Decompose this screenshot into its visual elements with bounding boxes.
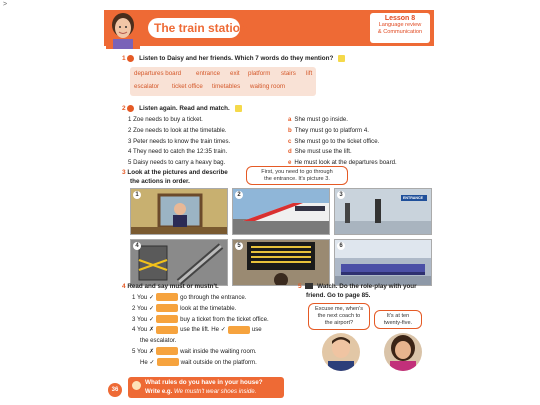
answer-blank[interactable] xyxy=(156,293,178,301)
match-letter: c xyxy=(288,137,292,145)
ex2-sentence: 4 They need to catch the 12:35 train. xyxy=(128,148,228,156)
ex4-line xyxy=(132,315,269,326)
ex2-answer: She must use the lift. xyxy=(294,148,352,156)
boy-avatar xyxy=(322,333,360,371)
ex4-line-end: go through the entrance. xyxy=(180,294,247,301)
textbook-page xyxy=(104,10,434,405)
ex4-line xyxy=(132,304,269,315)
ex4-number: 4 xyxy=(122,283,126,290)
ex3-instruction-line1: Look at the pictures and describe xyxy=(127,169,228,176)
ex2-sentence: 2 Zoe needs to look at the timetable. xyxy=(128,126,227,134)
ex3-bubble-line1: First, you need to go through xyxy=(261,169,333,175)
page-title: The train station xyxy=(154,21,248,35)
ex5-instruction-line2: friend. Go to page 85. xyxy=(306,292,371,299)
match-letter: a xyxy=(288,116,292,123)
picture-3 xyxy=(334,188,432,235)
house-icon xyxy=(132,381,141,390)
ex5-number: 5 xyxy=(298,283,302,290)
ex1-heading xyxy=(122,55,345,62)
match-letter: e xyxy=(288,159,292,167)
ex5-heading xyxy=(298,283,417,290)
word-item: ticket office xyxy=(172,83,203,90)
picture-2 xyxy=(232,188,330,235)
boy-bubble-line: Excuse me, when's xyxy=(314,306,363,312)
ex4-line-start: 2 You ✓ xyxy=(132,304,155,312)
word-item: platform xyxy=(248,70,271,77)
answer-blank[interactable] xyxy=(156,326,178,334)
ex4-line xyxy=(132,325,269,336)
ex4-line-start: 4 You ✗ xyxy=(132,326,155,334)
ex3-number: 3 xyxy=(122,169,126,176)
ex4-line xyxy=(132,336,269,347)
match-letter: b xyxy=(288,126,292,134)
ex3-bubble-line2: the entrance. It's picture 3. xyxy=(264,176,330,182)
page-header xyxy=(104,10,434,46)
girl-avatar-image xyxy=(106,11,140,49)
ex4-line-end: buy a ticket from the ticket office. xyxy=(180,315,269,323)
train-illustration xyxy=(233,189,329,234)
picture-number: 3 xyxy=(337,191,345,199)
video-camera-icon xyxy=(305,283,313,289)
house-rules-box xyxy=(128,377,284,398)
ex4-line-end: look at the timetable. xyxy=(180,304,237,312)
boy-speech-bubble xyxy=(308,303,370,330)
ex4-line-end: the escalator. xyxy=(140,337,177,345)
ex2-instruction: Listen again. Read and match. xyxy=(139,105,230,113)
ex2-answer: She must go inside. xyxy=(294,116,348,123)
audio-track-icon xyxy=(235,105,242,112)
rules-question: What rules do you have in your house? xyxy=(145,379,263,386)
ex4-line-start: 1 You ✓ xyxy=(132,294,155,301)
word-item: departures board xyxy=(134,70,182,77)
lesson-number: Lesson 8 xyxy=(384,15,416,22)
ex4-line xyxy=(132,358,269,369)
picture-number: 1 xyxy=(133,191,141,199)
ticket-office-illustration xyxy=(131,189,227,234)
audio-track-icon xyxy=(338,55,345,62)
answer-blank[interactable] xyxy=(157,358,179,366)
girl-bubble-line: twenty-five. xyxy=(383,320,413,326)
audio-badge-icon xyxy=(127,55,134,62)
picture-4 xyxy=(130,239,228,286)
ex4-line xyxy=(132,347,269,358)
girl-speech-bubble xyxy=(374,310,422,329)
ex4-line-end: use xyxy=(251,326,262,334)
ex3-speech-bubble xyxy=(246,166,348,185)
picture-number: 5 xyxy=(235,242,243,250)
audio-badge-icon xyxy=(127,105,134,112)
write-prefix: Write e.g. xyxy=(145,388,173,395)
lesson-subtitle-2: & Communication xyxy=(377,29,423,35)
corner-mark: > xyxy=(3,1,8,8)
ex4-sentences xyxy=(132,293,269,369)
picture-number: 4 xyxy=(133,242,141,250)
boy-bubble-line: the next coach to xyxy=(317,313,361,319)
ex3-instruction-line2: the actions in order. xyxy=(130,178,190,185)
ex1-number: 1 xyxy=(122,55,126,63)
girl-bubble-line: It's at ten xyxy=(386,313,410,319)
ex4-instruction: Read and say must or mustn't. xyxy=(127,283,219,290)
ex2-left-column xyxy=(128,115,230,169)
girl-avatar xyxy=(384,333,422,371)
answer-blank[interactable] xyxy=(156,347,178,355)
ex3-heading xyxy=(122,169,228,176)
word-item: timetables xyxy=(212,83,241,90)
ex2-sentence: 5 Daisy needs to carry a heavy bag. xyxy=(128,159,226,167)
answer-blank[interactable] xyxy=(156,315,178,323)
word-item: waiting room xyxy=(250,83,286,90)
ex4-line-start: 3 You ✓ xyxy=(132,315,155,323)
picture-number: 6 xyxy=(337,242,345,250)
ex2-number: 2 xyxy=(122,105,126,113)
write-example: We mustn't wear shoes inside. xyxy=(174,388,257,395)
ex4-heading xyxy=(122,283,219,290)
ex2-answer: They must go to platform 4. xyxy=(294,126,369,134)
lesson-subtitle-1: Language review xyxy=(378,22,422,28)
waiting-room-illustration xyxy=(335,240,431,285)
match-letter: d xyxy=(288,148,292,156)
lift-escalator-illustration xyxy=(131,240,227,285)
word-item: entrance xyxy=(196,70,221,77)
page-number: 36 xyxy=(108,383,122,397)
ex4-line-start: 5 You ✗ xyxy=(132,347,155,355)
word-item: escalator xyxy=(134,83,160,90)
ex4-line xyxy=(132,293,269,304)
answer-blank[interactable] xyxy=(156,304,178,312)
ex2-sentence: 3 Peter needs to know the train times. xyxy=(128,137,231,145)
boy-bubble-line: the airport? xyxy=(324,320,354,326)
word-item: exit xyxy=(230,70,240,77)
ex4-line-end: use the lift. He ✓ xyxy=(180,326,226,334)
picture-number: 2 xyxy=(235,191,243,199)
ex5-instruction-line1: Watch. Do the role-play with your xyxy=(317,283,417,290)
entrance-sign-text: ENTRANCE xyxy=(403,196,423,200)
ex2-answer: He must look at the departures board. xyxy=(294,159,397,167)
answer-blank[interactable] xyxy=(228,326,250,334)
word-item: lift xyxy=(306,70,313,77)
ex1-instruction: Listen to Daisy and her friends. Which 7 words do they mention? xyxy=(139,55,334,63)
ex2-answer: She must go to the ticket office. xyxy=(294,137,380,145)
ex2-heading xyxy=(122,105,242,112)
ex4-line-end: wait outside on the platform. xyxy=(180,358,257,366)
picture-5 xyxy=(232,239,330,286)
rules-write xyxy=(145,388,256,395)
picture-1 xyxy=(130,188,228,235)
ex2-right-column xyxy=(288,115,397,169)
departures-board-illustration xyxy=(233,240,329,285)
word-item: stairs xyxy=(281,70,296,77)
ex2-sentence: 1 Zoe needs to buy a ticket. xyxy=(128,116,203,123)
picture-6 xyxy=(334,239,432,286)
lesson-box xyxy=(370,13,430,43)
ex4-line-start: He ✓ xyxy=(140,358,155,366)
word-box xyxy=(130,67,316,96)
ex4-line-end: wait inside the waiting room. xyxy=(180,347,257,355)
